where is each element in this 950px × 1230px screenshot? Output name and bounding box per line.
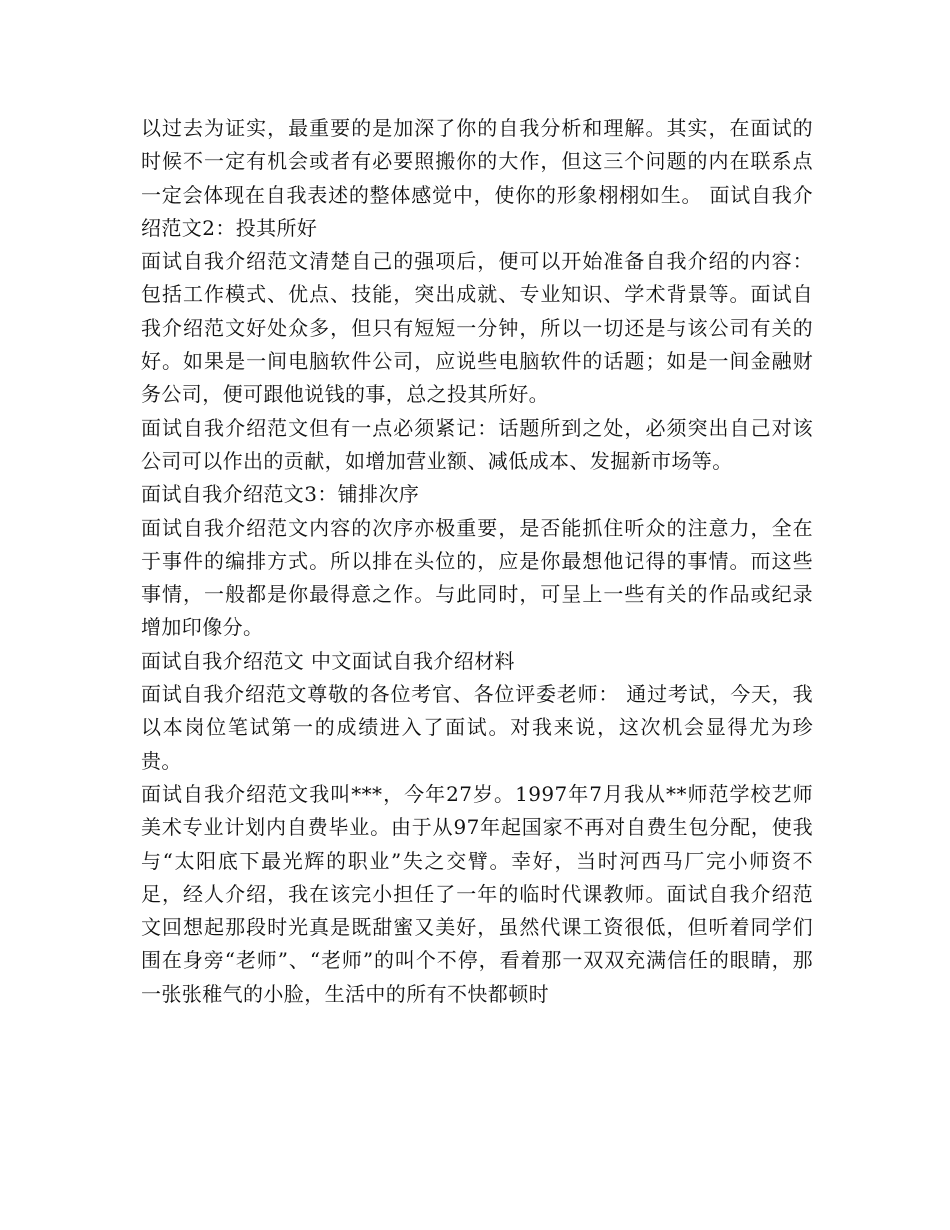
paragraph-1: 以过去为证实，最重要的是加深了你的自我分析和理解。其实，在面试的时候不一定有机会或者有必要照搬你的大作，但这三个问题的内在联系点一定会体现在自我表述的整体感觉中，使你的形象栩栩如生。 面试自我介绍范文2：投其所好 [141, 116, 813, 240]
paragraph-5: 面试自我介绍范文内容的次序亦极重要，是否能抓住听众的注意力，全在于事件的编排方式。所以排在头位的，应是你最想他记得的事情。而这些事情，一般都是你最得意之作。与此同时，可呈上一些有关的作品或纪录增加印像分。 [141, 515, 813, 640]
document-body [141, 112, 813, 1011]
paragraph-3: 面试自我介绍范文但有一点必须紧记：话题所到之处，必须突出自己对该公司可以作出的贡献，如增加营业额、减低成本、发掘新市场等。 [141, 415, 813, 473]
paragraph-4-heading: 面试自我介绍范文3：铺排次序 [141, 482, 420, 507]
paragraph-2: 面试自我介绍范文清楚自己的强项后，便可以开始准备自我介绍的内容：包括工作模式、优点、技能，突出成就、专业知识、学术背景等。面试自我介绍范文好处众多，但只有短短一分钟，所以一切还是与该公司有关的好。如果是一间电脑软件公司，应说些电脑软件的话题；如是一间金融财务公司，便可跟他说钱的事，总之投其所好。 [141, 249, 813, 407]
paragraph-6-heading: 面试自我介绍范文 中文面试自我介绍材料 [141, 648, 515, 673]
paragraph-7: 面试自我介绍范文尊敬的各位考官、各位评委老师： 通过考试，今天，我以本岗位笔试第一的成绩进入了面试。对我来说，这次机会显得尤为珍贵。 [141, 682, 813, 773]
paragraph-8: 面试自我介绍范文我叫***，今年27岁。1997年7月我从**师范学校艺师美术专业计划内自费毕业。由于从97年起国家不再对自费生包分配，使我与“太阳底下最光辉的职业”失之交臂。幸好，当时河西马厂完小师资不足，经人介绍，我在该完小担任了一年的临时代课教师。面试自我介绍范文回想起那段时光真是既甜蜜又美好，虽然代课工资很低，但听着同学们围在身旁“老师”、“老师”的叫个不停，看着那一双双充满信任的眼睛，那一张张稚气的小脸，生活中的所有不快都顿时 [141, 781, 813, 1006]
